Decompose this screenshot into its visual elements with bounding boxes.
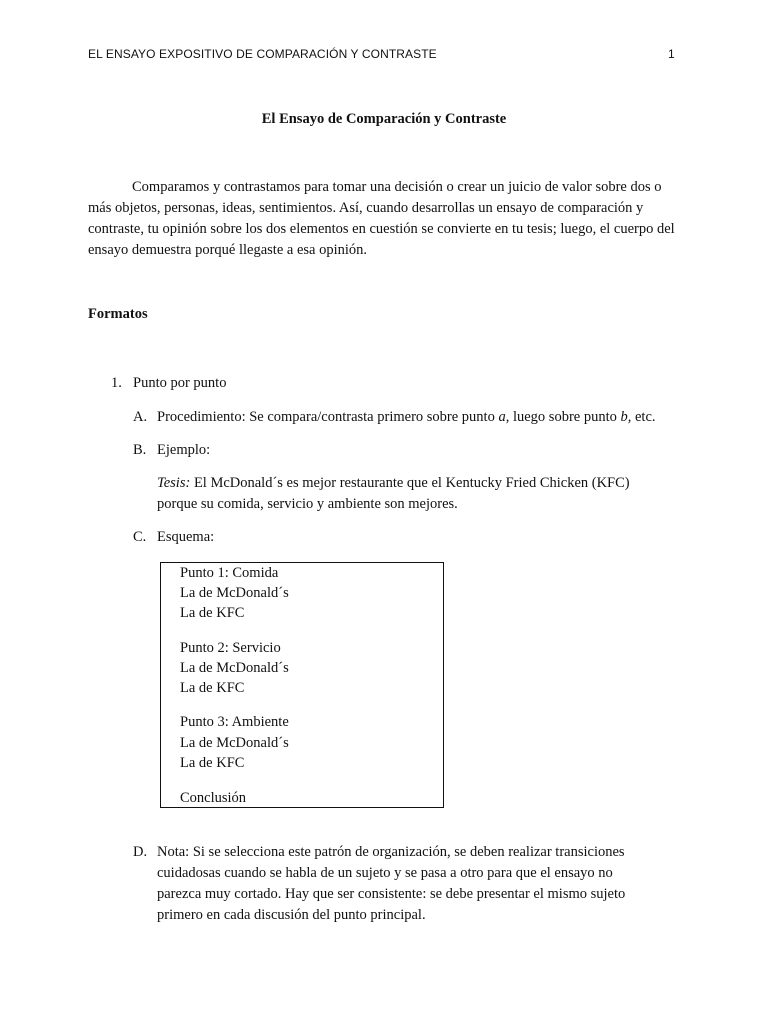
schema-line: Punto 1: Comida [180,565,279,581]
list-marker-1: 1. [111,375,122,391]
thesis-line-2: porque su comida, servicio y ambiente son mejores. [157,496,458,512]
procedimiento-suffix: etc. [631,409,656,425]
list-item-punto-por-punto: Punto por punto [133,375,227,391]
list-item-nota: Nota: Si se selecciona este patrón de organización, se deben realizar transiciones cuidadosas cuando se habla de un sujeto y se pasa a otro para que el ensayo no parezca muy cortado. Hay que ser consistente: se debe presentar el mismo sujeto primero en cada discusión del punto principal. [157,844,626,923]
procedimiento-italic-b: b, [620,409,632,425]
intro-paragraph: Comparamos y contrastamos para tomar una decisión o crear un juicio de valor sobre dos o más objetos, personas, ideas, sentimientos. Así, cuando desarrollas un ensayo de comparación y contraste, tu opinión sobre los dos elementos en cuestión se convierte en tu tesis; luego, el cuerpo del ensayo demuestra porqué llegaste a esa opinión. [88,179,675,258]
thesis-label: Tesis: [157,475,191,491]
schema-line: Conclusión [180,790,247,806]
list-item-esquema: Esquema: [157,529,215,545]
running-head: EL ENSAYO EXPOSITIVO DE COMPARACIÓN Y CONTRASTE [88,47,437,61]
schema-line: La de McDonald´s [180,585,289,601]
section-heading-formatos: Formatos [88,306,148,322]
thesis-line-1 [157,473,630,494]
procedimiento-text: Procedimiento: Se compara/contrasta primero sobre punto [157,409,499,425]
procedimiento-middle: , luego sobre punto [505,409,621,425]
schema-line: La de KFC [180,755,245,771]
document-title: El Ensayo de Comparación y Contraste [261,111,507,127]
list-marker-b: B. [133,442,147,458]
list-item-procedimiento [157,407,656,428]
schema-line: Punto 2: Servicio [180,640,281,656]
schema-line: La de KFC [180,680,245,696]
schema-line: La de McDonald´s [180,735,289,751]
schema-box [160,562,444,808]
list-marker-d: D. [133,844,148,860]
schema-line: Punto 3: Ambiente [180,714,289,730]
thesis-text: El McDonald´s es mejor restaurante que el Kentucky Fried Chicken (KFC) [190,475,630,491]
list-marker-a: A. [133,409,148,425]
list-marker-c: C. [133,529,147,545]
procedimiento-italic-a: a [498,409,506,425]
schema-line: La de KFC [180,605,245,621]
schema-line: La de McDonald´s [180,660,289,676]
page-number: 1 [668,47,675,61]
list-item-ejemplo: Ejemplo: [157,442,211,458]
